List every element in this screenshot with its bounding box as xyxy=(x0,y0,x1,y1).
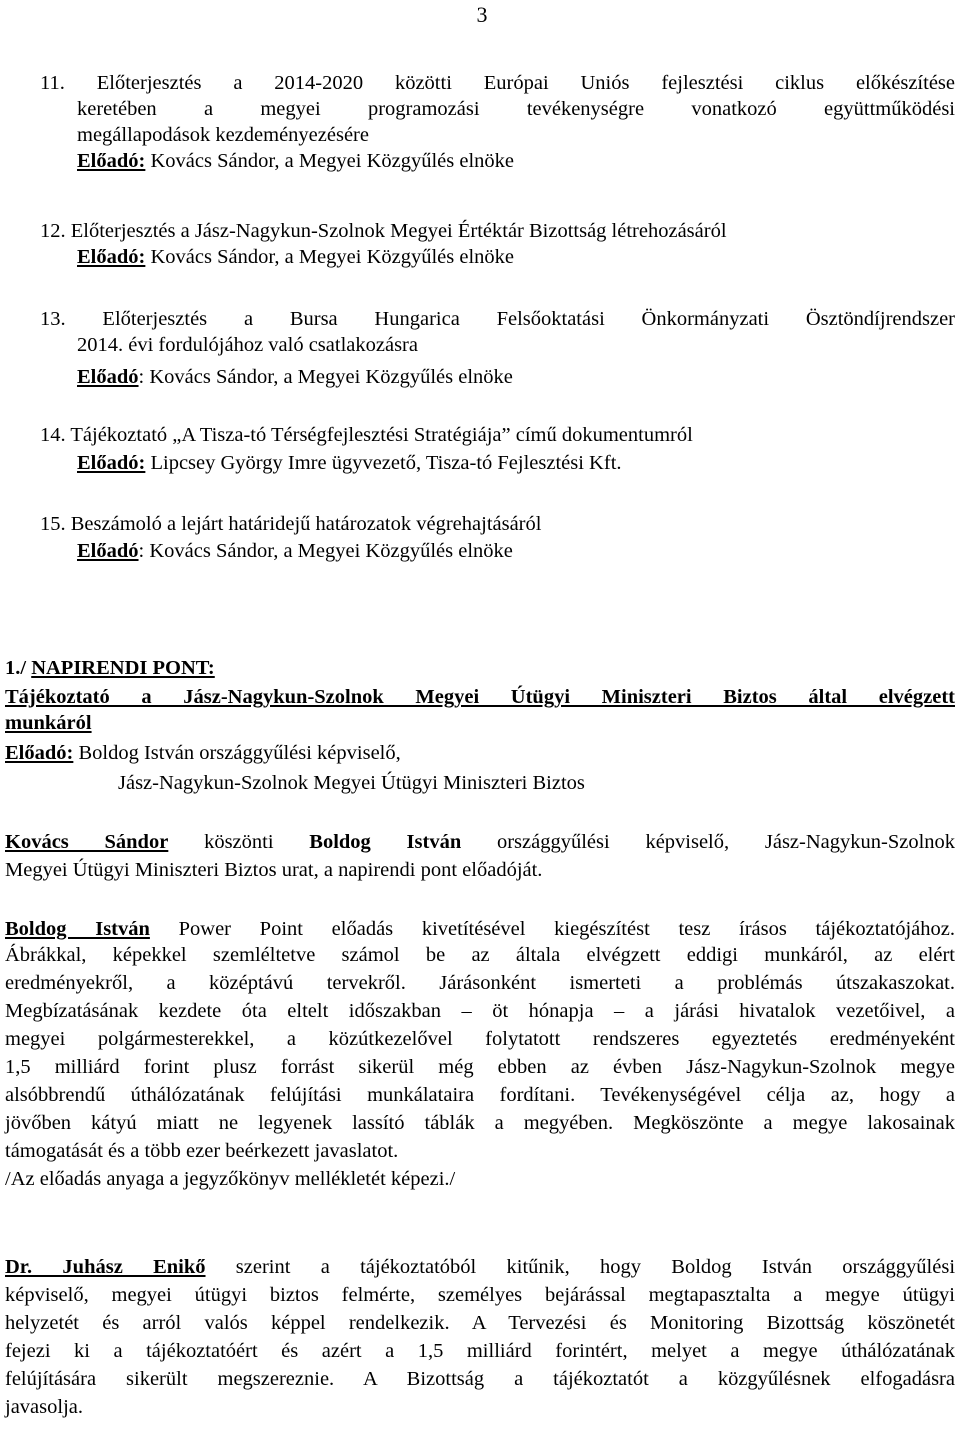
presenter-label: Előadó: xyxy=(77,246,146,268)
speaker-name: Boldog István xyxy=(5,918,150,940)
section-presenter: Előadó: Boldog István országgyűlési képviselő, xyxy=(5,742,401,764)
agenda-item-11-presenter: Előadó: Kovács Sándor, a Megyei Közgyűlés elnöke xyxy=(77,150,515,172)
para2-line1: Boldog István Power Point előadás kivetítésével kiegészítést tesz írásos tájékoztatójához. xyxy=(5,918,955,940)
agenda-number: 13. xyxy=(40,308,66,330)
agenda-item-11-line1: 11. Előterjesztés a 2014-2020 közötti Európai Uniós fejlesztési ciklus előkészítése xyxy=(40,72,955,94)
agenda-item-12-line1: 12. Előterjesztés a Jász-Nagykun-Szolnok Megyei Értéktár Bizottság létrehozásáról xyxy=(40,220,727,242)
para3-line: felújítására sikerült megszereznie. A Bizottság a tájékoztatót a közgyűlésnek elfogadásra xyxy=(5,1368,955,1390)
agenda-item-14-line1: 14. Tájékoztató „A Tisza-tó Térségfejlesztési Stratégiája” című dokumentumról xyxy=(40,424,693,446)
para2-line: megyei polgármesterekkel, a közútkezelővel folytatott rendszeres egyeztetés eredményeként xyxy=(5,1028,955,1050)
para2-note: /Az előadás anyaga a jegyzőkönyv mellékletét képezi./ xyxy=(5,1168,456,1190)
para2-line: 1,5 milliárd forint plusz forrást sikerül még ebben az évben Jász-Nagykun-Szolnok megye xyxy=(5,1056,955,1078)
para2-line: jövőben kátyú miatt ne legyenek lassító táblák a megyében. Megköszönte a megye lakosainak xyxy=(5,1112,955,1134)
agenda-number: 12. xyxy=(40,220,66,242)
section-title-line2: munkáról xyxy=(5,712,92,734)
agenda-item-13-line1: 13. Előterjesztés a Bursa Hungarica Felsőoktatási Önkormányzati Ösztöndíjrendszer xyxy=(40,308,955,330)
presenter-label: Előadó: xyxy=(5,742,74,764)
agenda-item-11-line3: megállapodások kezdeményezésére xyxy=(77,124,369,146)
para3-line1: Dr. Juhász Enikő szerint a tájékoztatóból kitűnik, hogy Boldog István országgyűlési xyxy=(5,1256,956,1278)
agenda-item-14-presenter: Előadó: Lipcsey György Imre ügyvezető, Tisza-tó Fejlesztési Kft. xyxy=(77,452,622,474)
section-presenter-title: Jász-Nagykun-Szolnok Megyei Útügyi Miniszteri Biztos xyxy=(118,772,585,794)
presenter-label: Előadó: xyxy=(77,452,146,474)
agenda-number: 15. xyxy=(40,513,66,535)
para2-line: Megbízatásának kezdete óta eltelt időszakban – öt hónapja – a járási hivatalok vezetőivel, a xyxy=(5,1000,955,1022)
agenda-item-15-presenter: Előadó: Kovács Sándor, a Megyei Közgyűlés elnöke xyxy=(77,540,513,562)
para1-line2: Megyei Útügyi Miniszteri Biztos urat, a napirendi pont előadóját. xyxy=(5,859,543,881)
para2-line: Ábrákkal, képekkel szemléltetve számol be az általa elvégzett eddigi munkáról, az elért xyxy=(5,944,955,966)
presenter-label: Előadó xyxy=(77,366,139,388)
presenter-label: Előadó: xyxy=(77,150,146,172)
page-number: 3 xyxy=(476,2,488,27)
para3-line: fejezi ki a tájékoztatóért és azért a 1,5 milliárd forintért, melyet a megye úthálózatának xyxy=(5,1340,955,1362)
para2-last-line: támogatását és a több ezer beérkezett javaslatot. xyxy=(5,1140,399,1162)
para2-line: eredményekről, a középtávú tervekről. Járásonként ismerteti a problémás útszakaszokat. xyxy=(5,972,955,994)
agenda-item-12-presenter: Előadó: Kovács Sándor, a Megyei Közgyűlés elnöke xyxy=(77,246,515,268)
agenda-number: 11. xyxy=(40,72,65,94)
para3-line: helyzetét és arról valós képpel rendelkezik. A Tervezési és Monitoring Bizottság köszönetét xyxy=(5,1312,955,1334)
section-title-line1: Tájékoztató a Jász-Nagykun-Szolnok Megyei Útügyi Miniszteri Biztos által elvégzett xyxy=(5,686,955,708)
person-name: Boldog István xyxy=(309,831,462,853)
agenda-item-13-presenter: Előadó: Kovács Sándor, a Megyei Közgyűlés elnöke xyxy=(77,366,513,388)
speaker-name: Kovács Sándor xyxy=(5,831,169,853)
section-heading xyxy=(5,655,955,681)
section-label: NAPIRENDI PONT: xyxy=(31,657,215,679)
agenda-item-11-line2: keretében a megyei programozási tevékenységre vonatkozó együttműködési xyxy=(77,98,955,120)
agenda-item-15-line1: 15. Beszámoló a lejárt határidejű határozatok végrehajtásáról xyxy=(40,513,542,535)
presenter-label: Előadó xyxy=(77,540,139,562)
para3-last-line: javasolja. xyxy=(5,1396,83,1418)
agenda-item-13-line2: 2014. évi fordulójához való csatlakozásra xyxy=(77,334,418,356)
para2-line: alsóbbrendű úthálózatának felújítási munkálataira fordítani. Tevékenységével célja az, hogy a xyxy=(5,1084,955,1106)
section-number: 1./ xyxy=(5,657,27,679)
speaker-name: Dr. Juhász Enikő xyxy=(5,1256,206,1278)
agenda-number: 14. xyxy=(40,424,66,446)
para1-line1: Kovács Sándor köszönti Boldog István országgyűlési képviselő, Jász-Nagykun-Szolnok xyxy=(5,831,956,853)
para3-line: képviselő, megyei útügyi biztos felmérte, személyes bejárással megtapasztalta a megye útügyi xyxy=(5,1284,955,1306)
